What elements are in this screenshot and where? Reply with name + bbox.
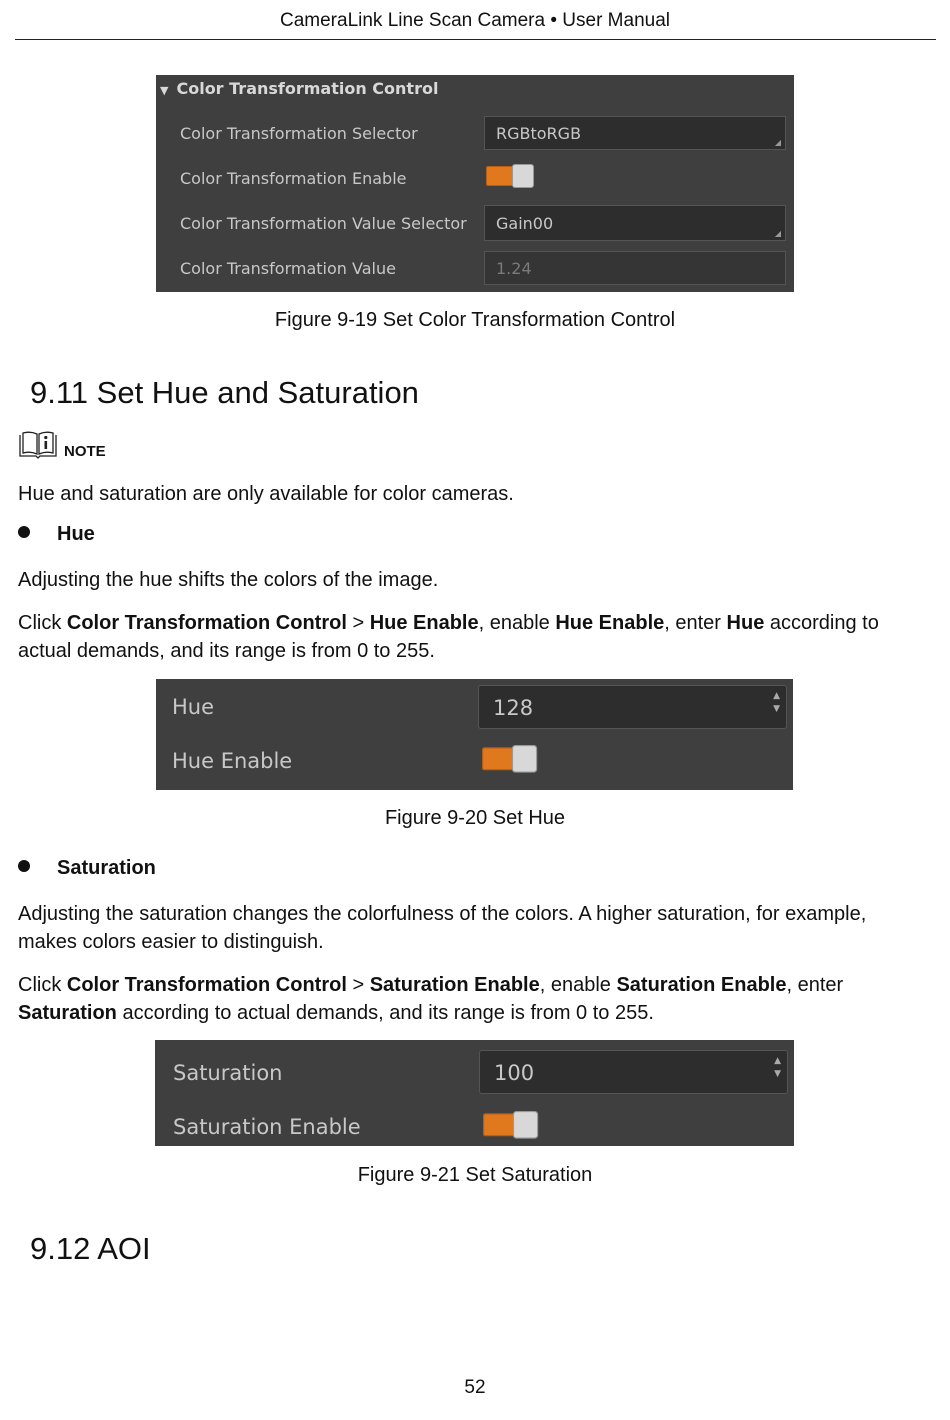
row-label: Color Transformation Enable	[180, 169, 407, 188]
value-selector-dropdown[interactable]	[484, 205, 786, 241]
bullet-dot	[18, 860, 30, 872]
hue-label: Hue	[172, 695, 215, 719]
figure-caption: Figure 9-19 Set Color Transformation Control	[274, 309, 676, 331]
note-label: NOTE	[64, 443, 106, 460]
note-book-icon	[18, 430, 58, 460]
bullet-hue	[18, 523, 95, 546]
color-transformation-selector-dropdown[interactable]	[484, 116, 786, 150]
spinner-arrows-icon[interactable]: ▲ ▼	[774, 1056, 781, 1079]
group-title: Color Transformation Control	[176, 79, 439, 98]
page-header: CameraLink Line Scan Camera • User Manual	[280, 10, 670, 31]
dropdown-corner-icon: ◢	[774, 138, 781, 147]
spinner-arrows-icon[interactable]: ▲ ▼	[773, 691, 780, 714]
transformation-value: 1.24	[496, 259, 532, 278]
chevron-down-icon: ▼	[160, 84, 169, 97]
bullet-label: Hue	[57, 523, 95, 545]
bullet-label: Saturation	[57, 857, 156, 879]
header-divider	[15, 39, 936, 40]
hue-enable-label: Hue Enable	[172, 749, 293, 773]
color-transformation-panel	[156, 75, 794, 292]
hue-description: Adjusting the hue shifts the colors of the image.	[18, 569, 439, 591]
hue-enable-toggle[interactable]	[482, 745, 540, 773]
saturation-input[interactable]	[479, 1050, 788, 1094]
saturation-value: 100	[494, 1061, 535, 1085]
row-label: Color Transformation Value Selector	[180, 214, 467, 233]
hue-value: 128	[493, 696, 534, 720]
row-label: Color Transformation Value	[180, 259, 396, 278]
saturation-enable-toggle[interactable]	[483, 1111, 541, 1139]
section-title: 9.11 Set Hue and Saturation	[30, 375, 419, 410]
saturation-instructions: Click Color Transformation Control > Saturation Enable, enable Saturation Enable, enter Saturation according to actual demands, and its range is from 0 to 255.	[18, 974, 844, 1024]
note-text: Hue and saturation are only available for color cameras.	[18, 483, 514, 505]
value-selector-value: Gain00	[496, 214, 554, 233]
figure-caption: Figure 9-20 Set Hue	[384, 807, 566, 829]
transformation-value-input[interactable]	[484, 251, 786, 285]
figure-caption: Figure 9-21 Set Saturation	[357, 1164, 593, 1186]
bullet-saturation	[18, 857, 156, 880]
saturation-description: Adjusting the saturation changes the colorfulness of the colors. A higher saturation, for example, makes colors easier to distinguish.	[18, 903, 867, 953]
saturation-label: Saturation	[173, 1061, 283, 1085]
hue-panel	[156, 679, 793, 790]
note-block	[18, 430, 106, 460]
hue-instructions: Click Color Transformation Control > Hue Enable, enable Hue Enable, enter Hue according to actual demands, and its range is from 0 to 255.	[18, 612, 879, 662]
selector-value: RGBtoRGB	[496, 124, 582, 143]
row-label: Color Transformation Selector	[180, 124, 418, 143]
dropdown-corner-icon: ◢	[774, 229, 781, 238]
page-number: 52	[464, 1377, 486, 1398]
bullet-dot	[18, 526, 30, 538]
group-collapse[interactable]	[160, 79, 438, 98]
color-transformation-enable-toggle[interactable]	[486, 164, 536, 188]
hue-input[interactable]	[478, 685, 787, 729]
saturation-enable-label: Saturation Enable	[173, 1115, 361, 1139]
saturation-panel	[155, 1040, 794, 1146]
section-title: 9.12 AOI	[30, 1231, 151, 1266]
